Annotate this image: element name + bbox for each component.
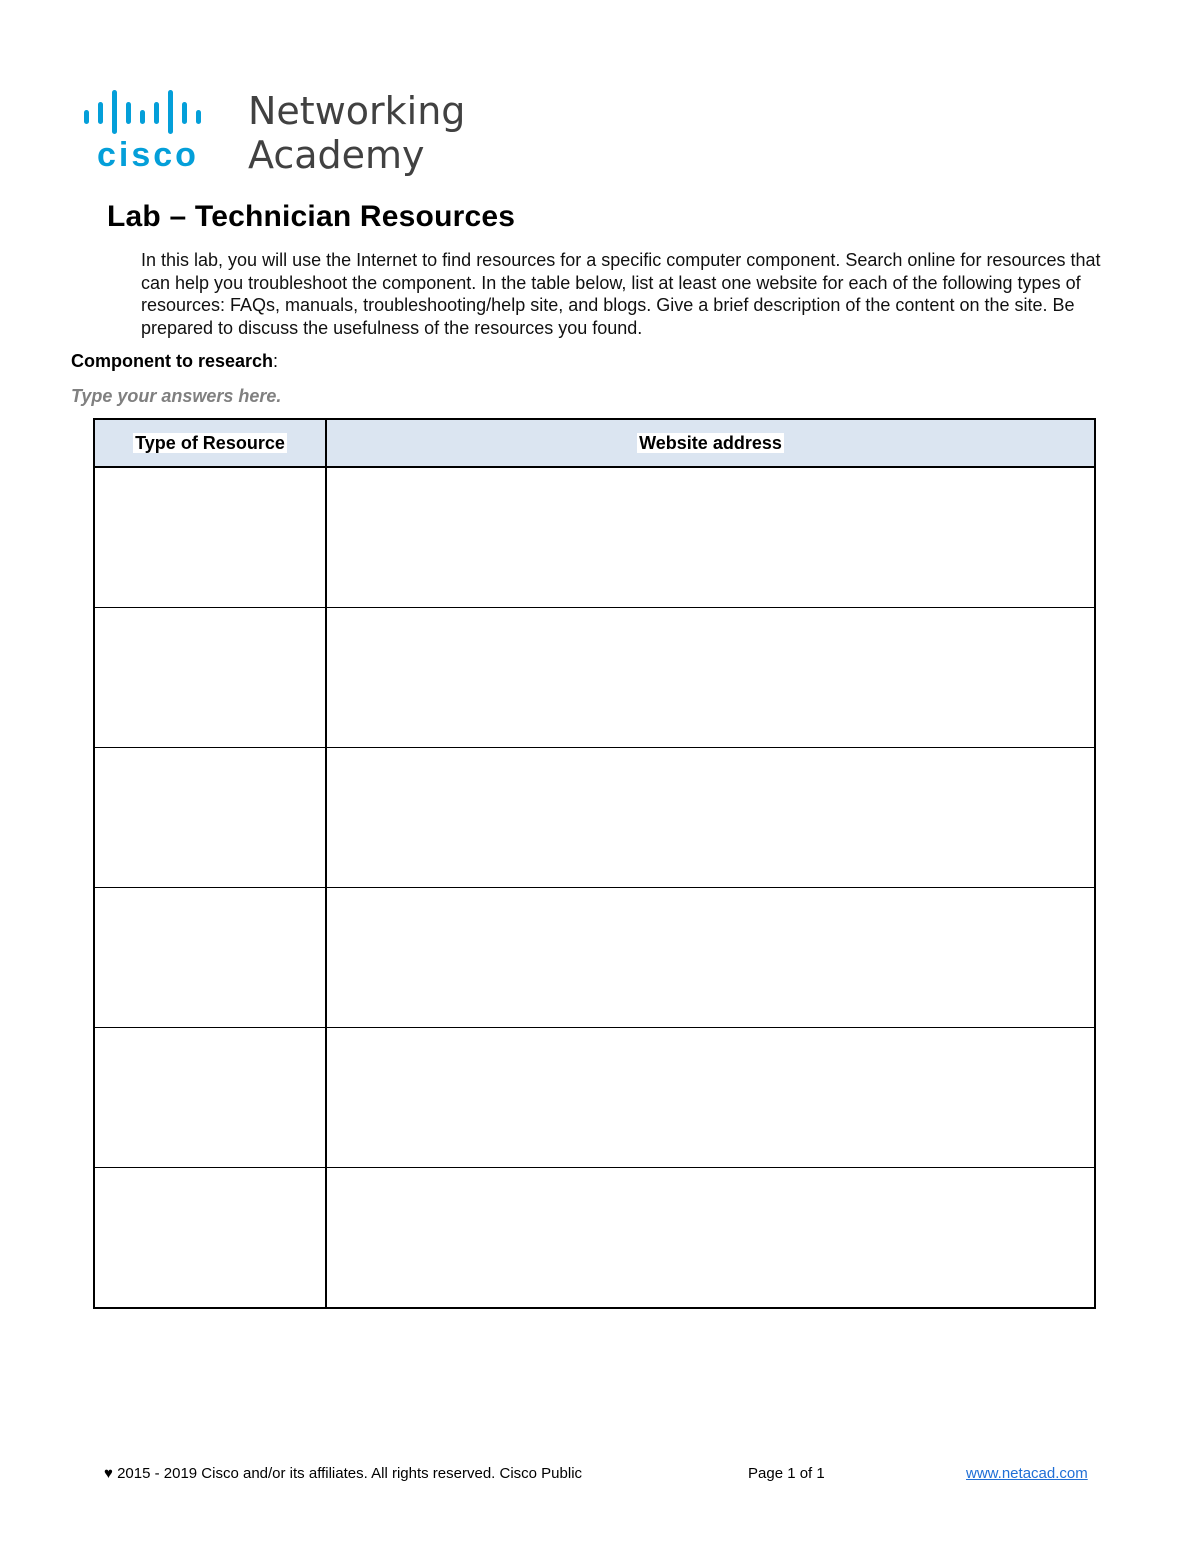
component-label-text: Component to research xyxy=(71,351,274,371)
table-row xyxy=(94,467,1095,608)
table-header-row xyxy=(94,419,1095,467)
resource-type-cell[interactable] xyxy=(94,748,326,888)
website-address-cell[interactable] xyxy=(326,748,1095,888)
resource-type-cell[interactable] xyxy=(94,1168,326,1309)
header-website-address: Website address xyxy=(326,419,1095,467)
svg-text:Academy: Academy xyxy=(248,133,425,177)
page-title: Lab – Technician Resources xyxy=(107,200,516,233)
footer-site-link[interactable]: www.netacad.com xyxy=(966,1465,1088,1482)
svg-text:Networking: Networking xyxy=(248,89,466,133)
cisco-networking-academy-logo xyxy=(84,88,484,180)
answer-placeholder[interactable]: Type your answers here. xyxy=(71,386,282,406)
table-row xyxy=(94,748,1095,888)
intro-paragraph: In this lab, you will use the Internet to find resources for a specific computer component. Search online for resources that can help you troubleshoot the component. In the table below, list at least one website for each of the following types of resources: FAQs, manuals, troubleshooting/help site, and blogs. Give a brief description of the content on the site. Be prepared to discuss the usefulness of the resources you found. xyxy=(141,250,1101,338)
svg-text:cisco: cisco xyxy=(97,136,199,174)
cisco-logo-icon xyxy=(84,88,484,180)
header-type-of-resource: Type of Resource xyxy=(94,419,326,467)
table-row xyxy=(94,608,1095,748)
table-row xyxy=(94,1028,1095,1168)
website-address-cell[interactable] xyxy=(326,888,1095,1028)
table-row xyxy=(94,888,1095,1028)
resources-table xyxy=(93,418,1096,1309)
footer-copyright: ♥ 2015 - 2019 Cisco and/or its affiliates. All rights reserved. Cisco Public xyxy=(104,1465,583,1482)
resource-type-cell[interactable] xyxy=(94,467,326,608)
website-address-cell[interactable] xyxy=(326,1168,1095,1309)
component-to-research-label xyxy=(71,351,278,372)
resource-type-cell[interactable] xyxy=(94,608,326,748)
component-label-suffix: : xyxy=(273,351,279,371)
table-row xyxy=(94,1168,1095,1309)
resource-type-cell[interactable] xyxy=(94,1028,326,1168)
footer-page-number: Page 1 of 1 xyxy=(748,1465,825,1482)
resource-type-cell[interactable] xyxy=(94,888,326,1028)
website-address-cell[interactable] xyxy=(326,608,1095,748)
website-address-cell[interactable] xyxy=(326,467,1095,608)
website-address-cell[interactable] xyxy=(326,1028,1095,1168)
